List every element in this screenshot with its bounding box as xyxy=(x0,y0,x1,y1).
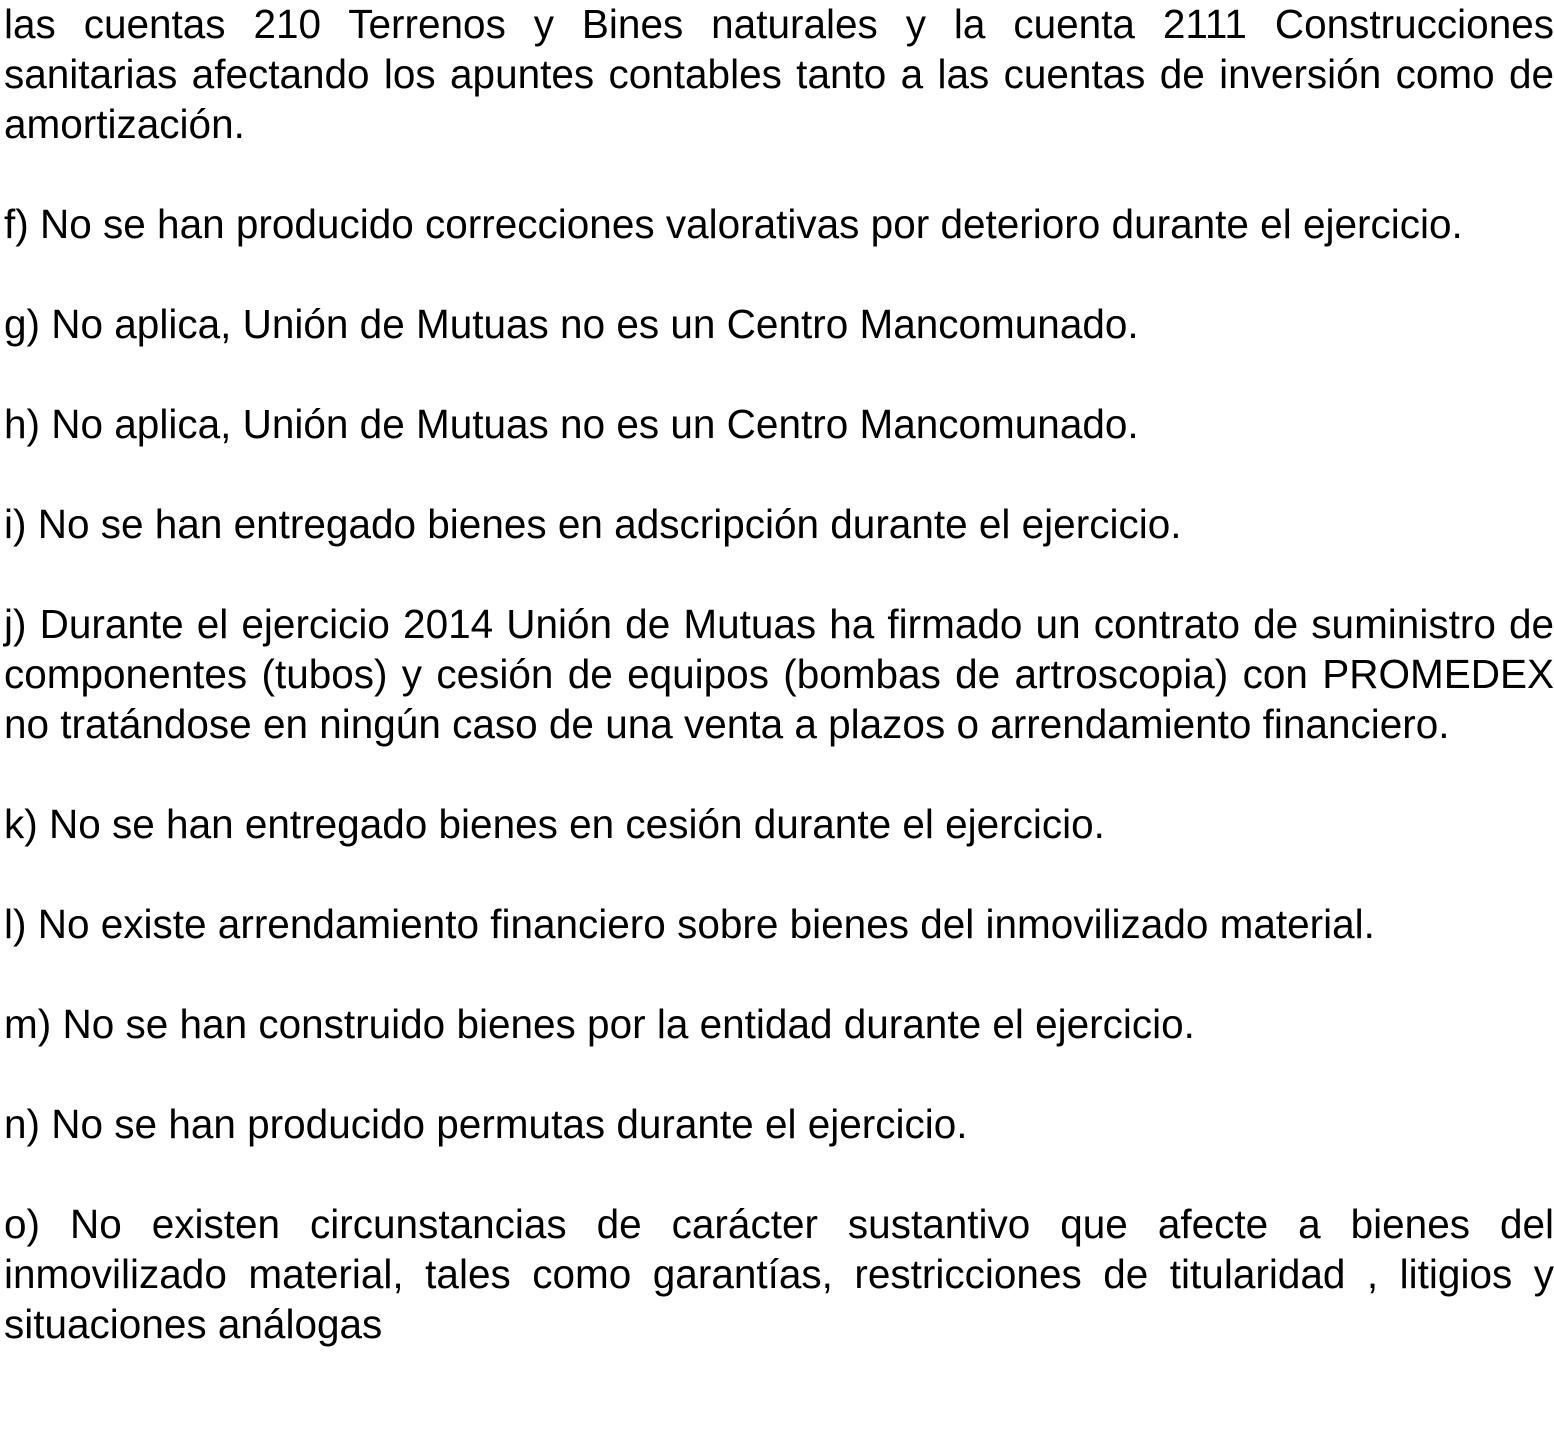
paragraph-m: m) No se han construido bienes por la entidad durante el ejercicio. xyxy=(4,1001,1195,1047)
paragraph-l: l) No existe arrendamiento financiero sobre bienes del inmovilizado material. xyxy=(4,901,1375,947)
paragraph-f: f) No se han producido correcciones valorativas por deterioro durante el ejercicio. xyxy=(4,201,1463,247)
document-page xyxy=(4,0,1554,1349)
paragraph-k: k) No se han entregado bienes en cesión durante el ejercicio. xyxy=(4,801,1105,847)
paragraph-j: j) Durante el ejercicio 2014 Unión de Mutuas ha firmado un contrato de suministro de componentes (tubos) y cesión de equipos (bombas de artroscopia) con PROMEDEX no tratándose en ningún caso de una venta a plazos o arrendamiento financiero. xyxy=(4,601,1554,747)
paragraph-n: n) No se han producido permutas durante el ejercicio. xyxy=(4,1101,968,1147)
paragraph-o: o) No existen circunstancias de carácter sustantivo que afecte a bienes del inmovilizado material, tales como garantías, restricciones de titularidad , litigios y situaciones análogas xyxy=(4,1201,1554,1347)
paragraph-g: g) No aplica, Unión de Mutuas no es un Centro Mancomunado. xyxy=(4,301,1139,347)
paragraph-accounts-continuation: las cuentas 210 Terrenos y Bines naturales y la cuenta 2111 Construcciones sanitarias afectando los apuntes contables tanto a las cuentas de inversión como de amortización. xyxy=(4,1,1554,147)
paragraph-h: h) No aplica, Unión de Mutuas no es un Centro Mancomunado. xyxy=(4,401,1139,447)
paragraph-i: i) No se han entregado bienes en adscripción durante el ejercicio. xyxy=(4,501,1182,547)
